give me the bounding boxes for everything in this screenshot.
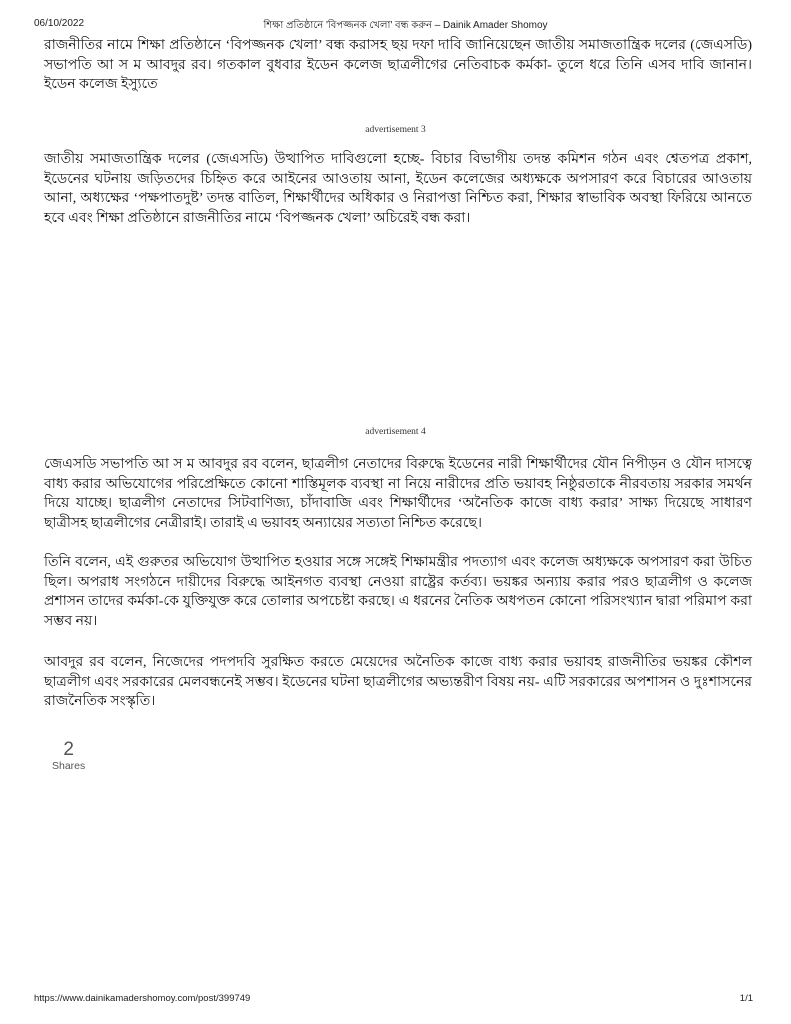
advertisement-4-label: advertisement 4: [365, 427, 426, 437]
article-paragraph-2: জাতীয় সমাজতান্ত্রিক দলের (জেএসডি) উত্থাপিত দাবিগুলো হচ্ছে- বিচার বিভাগীয় তদন্ত কমিশন গঠন এবং শ্বেতপত্র প্রকাশ, ইডেনের ঘটনায় জড়িতদের চিহ্নিত করে আইনের আওতায় আনা, ইডেন কলেজের অধ্যক্ষকে অপসারণ করে বিচারের আওতায় আনা, অধ্যক্ষের ‘পক্ষপাতদুষ্ট’ তদন্ত বাতিল, শিক্ষার্থীদের অধিকার ও নিরাপত্তা নিশ্চিত করা, শিক্ষার স্বাভাবিক অবস্থা ফিরিয়ে আনতে হবে এবং শিক্ষা প্রতিষ্ঠানে রাজনীতির নামে ‘বিপজ্জনক খেলা’ অচিরেই বন্ধ করা।: [44, 152, 752, 226]
article-paragraph-1: রাজনীতির নামে শিক্ষা প্রতিষ্ঠানে ‘বিপজ্জনক খেলা’ বন্ধ করাসহ ছয় দফা দাবি জানিয়েছেন জাতীয় সমাজতান্ত্রিক দলের (জেএসডি) সভাপতি আ স ম আবদুর রব। গতকাল বুধবার ইডেন কলেজ ছাত্রলীগের নেতিবাচক কর্মকা- তুলে ধরে তিনি এসব দাবি জানান। ইডেন কলেজ ইস্যুতে: [44, 38, 752, 92]
article-paragraph-5: আবদুর রব বলেন, নিজেদের পদপদবি সুরক্ষিত করতে মেয়েদের অনৈতিক কাজে বাধ্য করার ভয়াবহ রাজনীতির ভয়ঙ্কর কৌশল ছাত্রলীগ এবং সরকারের মেলবন্ধনেই সম্ভব। ইডেনের ঘটনা ছাত্রলীগের অভ্যন্তরীণ বিষয় নয়- এটি সরকারের অপশাসন ও দুঃশাসনের রাজনৈতিক সংস্কৃতি।: [44, 655, 752, 709]
share-count: 2: [63, 739, 74, 760]
print-title: শিক্ষা প্রতিষ্ঠানে 'বিপজ্জনক খেলা' বন্ধ করুন – Dainik Amader Shomoy: [263, 20, 548, 31]
share-counter[interactable]: [52, 740, 85, 772]
article-paragraph-4: তিনি বলেন, এই গুরুতর অভিযোগ উত্থাপিত হওয়ার সঙ্গে সঙ্গেই শিক্ষামন্ত্রীর পদত্যাগ এবং কলেজ অধ্যক্ষকে অপসারণ করা উচিত ছিল। অপরাধ সংগঠনে দায়ীদের বিরুদ্ধে আইনগত ব্যবস্থা নেওয়া রাষ্ট্রের কর্তব্য। ভয়ঙ্কর অন্যায় করার পরও ছাত্রলীগ ও কলেজ প্রশাসন তাদের কর্মকা-কে যুক্তিযুক্ত করে তোলার অপচেষ্টা করছে। এ ধরনের নৈতিক অধপতন কোনো পরিসংখ্যান দ্বারা পরিমাপ করা সম্ভব নয়।: [44, 555, 752, 629]
footer-url: https://www.dainikamadershomoy.com/post/399749: [34, 993, 251, 1004]
footer-page-number: 1/1: [739, 993, 753, 1004]
article-paragraph-3: জেএসডি সভাপতি আ স ম আবদুর রব বলেন, ছাত্রলীগ নেতাদের বিরুদ্ধে ইডেনের নারী শিক্ষার্থীদের যৌন নিপীড়ন ও যৌন দাসত্বে বাধ্য করার অভিযোগের পরিপ্রেক্ষিতে কোনো শাস্তিমূলক ব্যবস্থা না নিয়ে নারীদের প্রতি ভয়াবহ নিষ্ঠুরতাকে নীরবতায় সরকার সমর্থন দিয়ে যাচ্ছে। ছাত্রলীগ নেতাদের সিটবাণিজ্য, চাঁদাবাজি এবং শিক্ষার্থীদের ‘অনৈতিক কাজে বাধ্য করার’ সাক্ষ্য দিয়েছে সাধারণ ছাত্রীসহ ছাত্রলীগের নেত্রীরাই। তারাই এ ভয়াবহ অন্যায়ের সত্যতা নিশ্চিত করেছে।: [44, 457, 752, 531]
share-label: Shares: [52, 760, 86, 772]
advertisement-3-label: advertisement 3: [365, 125, 426, 135]
print-date: 06/10/2022: [34, 18, 85, 29]
